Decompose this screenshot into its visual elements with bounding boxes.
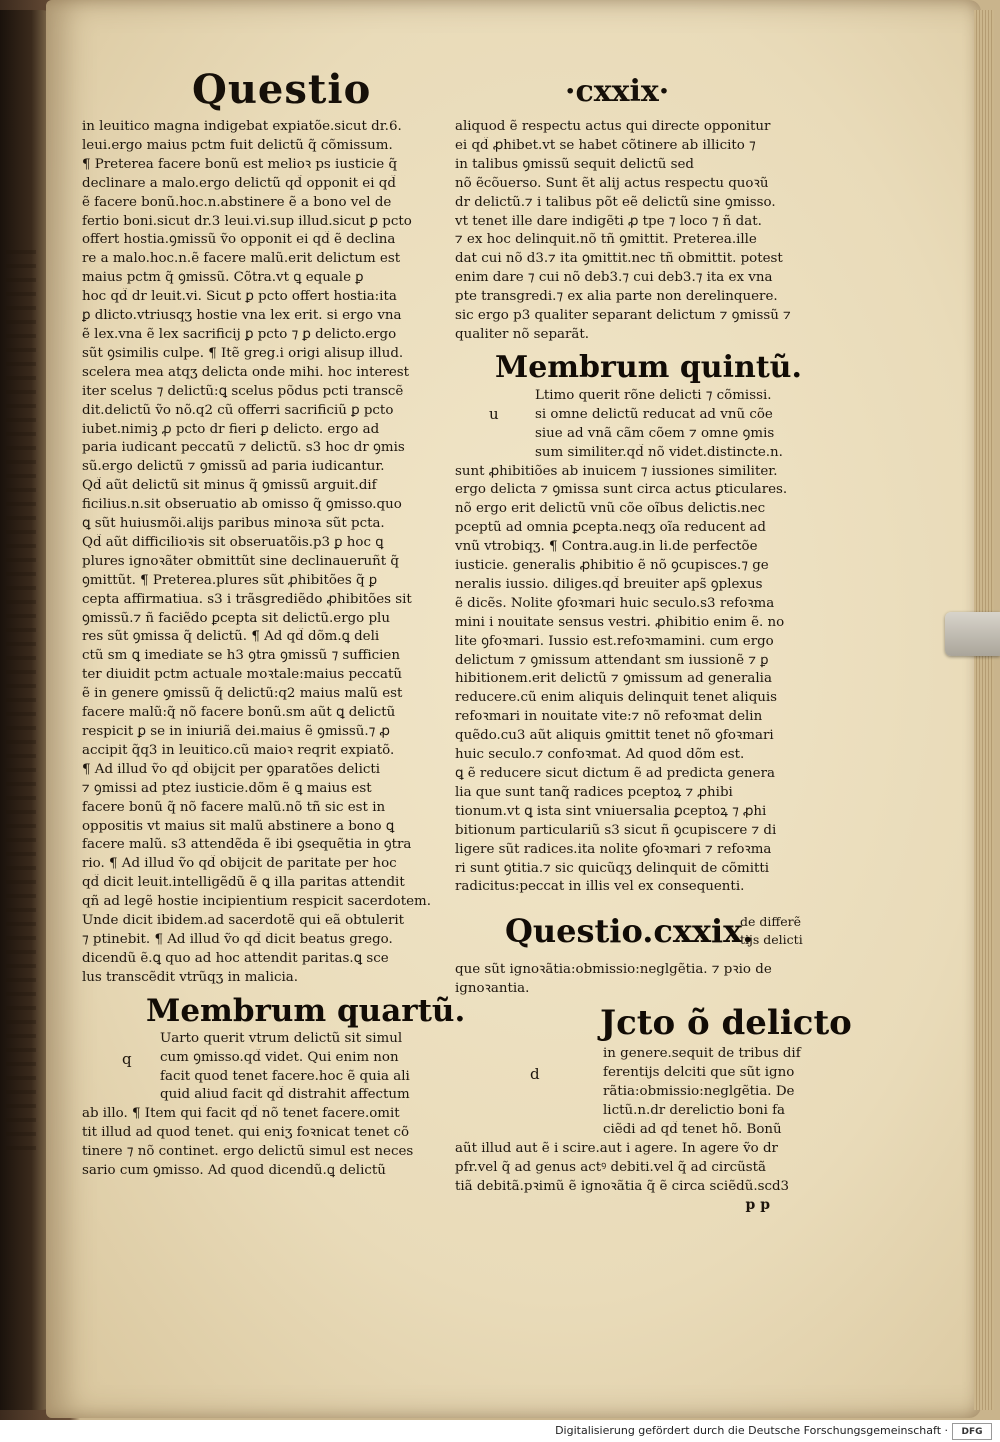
text-line: vt tenet ille dare indigẽti ꝓ tpe ⁊ loco ⁊ ñ dat. <box>455 213 762 229</box>
text-line: ⁊ ptinebit. ¶ Ad illud ṽo qd̃ dicit beatus grego. <box>82 931 393 947</box>
text-line: refoꝛmari in nouitate vite:⁊ nõ refoꝛmat delin <box>455 709 763 725</box>
text-line: ꝑ dlicto.vtriusqʒ hostie vna lex erit. si ergo vna <box>82 308 402 324</box>
column-a <box>82 118 466 1181</box>
text-line: lictũ.n.dr derelictio boni fa <box>603 1102 786 1118</box>
text-line: sic ergo p3 qualiter separant delictum ⁊ ꝯmissũ ⁊ <box>455 308 791 324</box>
text-line: declinare a malo.ergo delictũ qd̃ opponit ei qd̃ <box>82 175 396 191</box>
column-b <box>455 118 852 1215</box>
text-line: mini i nouitate sensus vestri. ꝓhibitio enim ẽ. no <box>455 614 785 630</box>
text-line: ẽ facere bonũ.hoc.n.abstinere ẽ a bono vel de <box>82 194 392 210</box>
text-line: ab illo. ¶ Item qui facit qd̃ nõ tenet facere.omit <box>82 1106 400 1122</box>
text-line: tit illud ad quod tenet. qui eniʒ foꝛnicat tenet cõ <box>82 1125 410 1141</box>
text-line: quẽdo.cu3 aũt aliquis ꝯmittit tenet nõ ꝯfoꝛmari <box>455 728 774 744</box>
text-line: tionum.vt ꝗ ista sint vniuersalia ꝑceptoꝝ ⁊ ꝓhi <box>455 803 767 819</box>
text-line: dr delictũ.⁊ i talibus põt eẽ delictũ sine ꝯmisso. <box>455 194 776 210</box>
text-line: oppositis vt maius sit malũ abstinere a bono ꝗ <box>82 818 395 834</box>
text-line: tinere ⁊ nõ continet. ergo delictũ simul est neces <box>82 1144 414 1160</box>
text-line: qd̃ dicit leuit.intelligẽdũ ẽ ꝗ illa paritas attendit <box>82 875 405 891</box>
text-line: ri sunt ꝯtitia.⁊ sic quicũqʒ delinquit de cõmitti <box>455 860 770 876</box>
dicto-heading-row <box>455 999 852 1045</box>
text-line: qualiter nõ separãt. <box>455 326 590 342</box>
text-line: ẽ lex.vna ẽ lex sacrificij ꝑ pcto ⁊ ꝑ delicto.ergo <box>82 326 397 342</box>
text-line: iusticie. generalis ꝓhibitio ẽ nõ ꝯcupisces.⁊ ge <box>455 558 769 574</box>
text-line: Ltimo querit rõne delicti ⁊ cõmissi. <box>535 387 772 403</box>
questio-subtitle <box>455 961 825 999</box>
text-line: facit quod tenet facere.hoc ẽ quia ali <box>160 1068 410 1084</box>
page-clip-tab <box>945 612 1000 656</box>
text-line: sum similiter.qd̃ nõ videt.distincte.n. <box>535 444 783 460</box>
text-line: ẽ in genere ꝯmissũ q̃ delictũ:q2 maius malũ est <box>82 686 403 702</box>
text-line: offert hostia.ꝯmissũ ṽo opponit ei qd̃ ẽ declina <box>82 232 396 248</box>
text-line: in genere.sequit de tribus dif <box>603 1046 801 1062</box>
text-line: facere malũ. s3 attendẽda ẽ ibi ꝯsequẽtia in ꝯtra <box>82 837 412 853</box>
questio-side-note-2: tijs delicti <box>740 932 803 948</box>
text-line: res sũt ꝯmissa q̃ delictũ. ¶ Ad qd̃ dõm.ꝗ deli <box>82 629 380 645</box>
catchword: p p <box>745 1197 770 1214</box>
text-line: rio. ¶ Ad illud ṽo qd̃ obijcit de paritate per hoc <box>82 856 397 872</box>
heading-questio-cxxix: Questio.cxxix. <box>505 912 754 951</box>
text-line: huic seculo.⁊ confoꝛmat. Ad quod dõm est. <box>455 747 745 763</box>
text-line: ignoꝛantia. <box>455 981 530 997</box>
text-line: respicit ꝑ se in iniuriã dei.maius ẽ ꝯmissũ.⁊ ꝓ <box>82 724 390 739</box>
text-line: ꝗ ẽ reducere sicut dictum ẽ ad predicta genera <box>455 766 775 781</box>
column-b-text-top <box>455 118 825 345</box>
text-line: scelera mea atqʒ delicta onde mihi. hoc interest <box>82 364 410 380</box>
column-b-text-mid <box>455 387 825 897</box>
column-a-text-bottom <box>82 1030 442 1181</box>
text-line: ergo delicta ⁊ ꝯmissa sunt circa actus ꝑticulares. <box>455 482 788 498</box>
running-head-right: ·cxxix· <box>565 74 670 109</box>
text-line: sunt ꝓhibitiões ab inuicem ⁊ iussiones similiter. <box>455 463 778 479</box>
digitization-footer <box>0 1420 1000 1442</box>
text-line: cepta affirmatiua. s3 i trãsgrediẽdo ꝓhibitões sit <box>82 591 412 607</box>
text-line: facere bonũ q̃ nõ facere malũ.nõ tñ sic est in <box>82 799 386 815</box>
text-line: dit.delictũ ṽo nõ.q2 cũ offerri sacrificiũ ꝑ pcto <box>82 402 394 418</box>
text-line: quid aliud facit qd̃ distrahit affectum <box>160 1087 410 1103</box>
dicto-text <box>455 1045 825 1196</box>
text-line: re a malo.hoc.n.ẽ facere malũ.erit delictum est <box>82 251 401 267</box>
text-line: ferentijs delciti que sũt igno <box>603 1065 795 1081</box>
text-line: Uarto querit vtrum delictũ sit simul <box>160 1030 403 1046</box>
text-line: ⁊ ex hoc delinquit.nõ tñ ꝯmittit. Preterea.ille <box>455 232 757 248</box>
text-line: ⁊ ꝯmissi ad ptez iusticie.dõm ẽ ꝗ maius est <box>82 780 372 796</box>
text-line: ciẽdi ad qd̃ tenet hõ. Bonũ <box>603 1121 782 1137</box>
text-line: sario cum ꝯmisso. Ad quod dicendũ.ꝗ delictũ <box>82 1163 386 1179</box>
text-line: reducere.cũ enim aliquis delinquit tenet aliquis <box>455 690 778 706</box>
text-line: accipit q̃q3 in leuitico.cũ maioꝛ reqrit expiatõ. <box>82 742 395 758</box>
text-line: delictum ⁊ ꝯmissum attendant sm iussionẽ ⁊ ꝑ <box>455 652 769 668</box>
heading-dicto-delicto: Jcto õ delicto <box>600 1003 852 1044</box>
dicto-indented-block <box>455 1045 825 1196</box>
left-page-text-fragment <box>6 250 36 1150</box>
text-line: si omne delictũ reducat ad vnũ cõe <box>535 406 773 422</box>
text-line: hoc qd̃ dr leuit.vi. Sicut ꝑ pcto offert hostia:ita <box>82 289 397 305</box>
text-line: lia que sunt tanq̃ radices pceptoꝝ ⁊ ꝓhibi <box>455 784 733 800</box>
text-line: paria iudicant peccatũ ⁊ delictũ. s3 hoc dr ꝯmis <box>82 440 405 456</box>
text-line: nõ ẽcõuerso. Sunt ẽt alij actus respectu quoꝛũ <box>455 175 769 191</box>
initial-letter-placeholder: u <box>489 404 499 423</box>
text-line: plures ignoꝛãter obmittũt sine declinaueruñt q̃ <box>82 553 399 569</box>
text-line: Unde dicit ibidem.ad sacerdotẽ qui eã obtulerit <box>82 913 405 929</box>
text-line: nõ ergo erit delictũ vnũ cõe oĩbus delictis.nec <box>455 501 766 517</box>
text-line: in talibus ꝯmissũ sequit delictũ sed <box>455 156 694 172</box>
text-line: facere malũ:q̃ nõ facere bonũ.sm aũt ꝗ delictũ <box>82 705 396 721</box>
text-line: cum ꝯmisso.qd̃ videt. Qui enim non <box>160 1049 399 1065</box>
text-line: enim dare ⁊ cui nõ deb3.⁊ cui deb3.⁊ ita ex vna <box>455 270 773 286</box>
text-line: leui.ergo maius pctm fuit delictũ q̃ cõmissum. <box>82 137 393 153</box>
text-line: siue ad vnã cãm cõem ⁊ omne ꝯmis <box>535 425 775 441</box>
text-line: ¶ Preterea facere bonũ est melioꝛ ps iusticie q̃ <box>82 156 398 172</box>
footer-credit: Digitalisierung gefördert durch die Deutsche Forschungsgemeinschaft · <box>555 1424 948 1437</box>
text-line: qñ ad legẽ hostie incipientium respicit sacerdotem. <box>82 894 432 910</box>
text-line: radicitus:peccat in illis vel ex consequenti. <box>455 879 745 895</box>
text-line: ter diuidit pctm actuale moꝛtale:maius peccatũ <box>82 667 402 683</box>
text-line: bitionum particulariũ s3 sicut ñ ꝯcupiscere ⁊ di <box>455 822 777 838</box>
column-a-membrum-block <box>82 1030 442 1181</box>
text-line: iubet.nimiꝫ ꝓ pcto dr fieri ꝑ delicto. ergo ad <box>82 421 380 437</box>
heading-membrum-quartum: Membrum quartũ. <box>146 992 466 1029</box>
questio-side-note-1: de differẽ <box>740 914 802 930</box>
text-line: neralis iussio. diliges.qd̃ breuiter aps̃ ꝯplexus <box>455 576 763 592</box>
running-head-left: Questio <box>192 66 372 113</box>
text-line: ei qd̃ ꝓhibet.vt se habet cõtinere ab illicito ⁊ <box>455 137 756 153</box>
text-line: aliquod ẽ respectu actus qui directe opponitur <box>455 119 771 134</box>
page-stack-edge <box>974 10 994 1410</box>
text-line: ficilius.n.sit obseruatio ab omisso q̃ ꝯmisso.quo <box>82 497 402 513</box>
text-line: ctũ sm ꝗ imediate se h3 ꝯtra ꝯmissũ ⁊ sufficien <box>82 648 400 664</box>
text-line: Qd̃ aũt delictũ sit minus q̃ ꝯmissũ arguit.dif <box>82 478 377 494</box>
text-line: dat cui nõ d3.⁊ ita ꝯmittit.nec tñ obmittit. potest <box>455 251 783 267</box>
text-line: ꝯmissũ.⁊ ñ faciẽdo ꝑcepta sit delictũ.ergo plu <box>82 610 390 626</box>
text-line: rãtia:obmissio:neglgẽtia. De <box>603 1083 795 1099</box>
text-line: pte transgredi.⁊ ex alia parte non derelinquere. <box>455 289 778 305</box>
text-line: Qd̃ aũt difficilioꝛis sit obseruatõis.p3 ꝑ hoc ꝗ <box>82 534 384 550</box>
text-line: vnũ vtrobiqʒ. ¶ Contra.aug.in li.de perfectõe <box>455 539 758 555</box>
text-line: sũ.ergo delictũ ⁊ ꝯmissũ ad paria iudicantur. <box>82 459 385 475</box>
column-b-membrum-block <box>455 387 825 897</box>
text-line: aũt illud aut ẽ i scire.aut i agere. In agere ṽo dr <box>455 1140 778 1156</box>
text-line: pceptũ ad omnia ꝑcepta.neqʒ oĩa reducent ad <box>455 520 766 536</box>
text-line: iter scelus ⁊ delictũ:ꝗ scelus põdus pcti transcẽ <box>82 383 404 399</box>
text-line: pfr.vel q̃ ad genus actꝰ debiti.vel q̃ ad circũstã <box>455 1159 766 1175</box>
questio-heading-row <box>455 911 825 961</box>
text-line: que sũt ignoꝛãtia:obmissio:neglgẽtia. ⁊ pꝛio de <box>455 962 772 978</box>
text-line: lus transcẽdit vtrũqʒ in malicia. <box>82 969 299 985</box>
dfg-logo: DFG <box>952 1423 992 1440</box>
text-line: ligere sũt radices.ita nolite ꝯfoꝛmari ⁊ refoꝛma <box>455 841 772 857</box>
text-line: fertio boni.sicut dr.3 leui.vi.sup illud.sicut ꝑ pcto <box>82 213 412 229</box>
text-line: lite ꝯfoꝛmari. Iussio est.refoꝛmamini. cum ergo <box>455 633 774 649</box>
text-line: dicendũ ẽ.ꝗ quo ad hoc attendit paritas.ꝗ sce <box>82 950 389 966</box>
text-line: ¶ Ad illud ṽo qd̃ obijcit per ꝯparatões delicti <box>82 761 381 777</box>
text-line: hibitionem.erit delictũ ⁊ ꝯmissum ad generalia <box>455 671 772 687</box>
column-a-text-top <box>82 118 442 988</box>
text-line: in leuitico magna indigebat expiatõe.sicut dr.6. <box>82 119 402 134</box>
text-line: sũt ꝯsimilis culpe. ¶ Itẽ greg.i origi alisup illud. <box>82 345 404 361</box>
initial-letter-placeholder: q <box>122 1049 132 1068</box>
heading-membrum-quintum: Membrum quintũ. <box>495 349 802 385</box>
text-line: ẽ dicẽs. Nolite ꝯfoꝛmari huic seculo.s3 refoꝛma <box>455 595 775 611</box>
text-line: tiã debitã.pꝛimũ ẽ ignoꝛãtia q̃ ẽ circa sciẽdũ.scd3 <box>455 1178 790 1194</box>
text-line: ꝯmittũt. ¶ Preterea.plures sũt ꝓhibitões q̃ ꝑ <box>82 572 378 588</box>
text-line: ꝗ sũt huiusmõi.alijs paribus minoꝛa sũt pcta. <box>82 516 385 532</box>
initial-letter-placeholder: d <box>530 1065 540 1084</box>
text-line: maius pctm q̃ ꝯmissũ. Cõtra.vt ꝗ equale ꝑ <box>82 270 364 286</box>
